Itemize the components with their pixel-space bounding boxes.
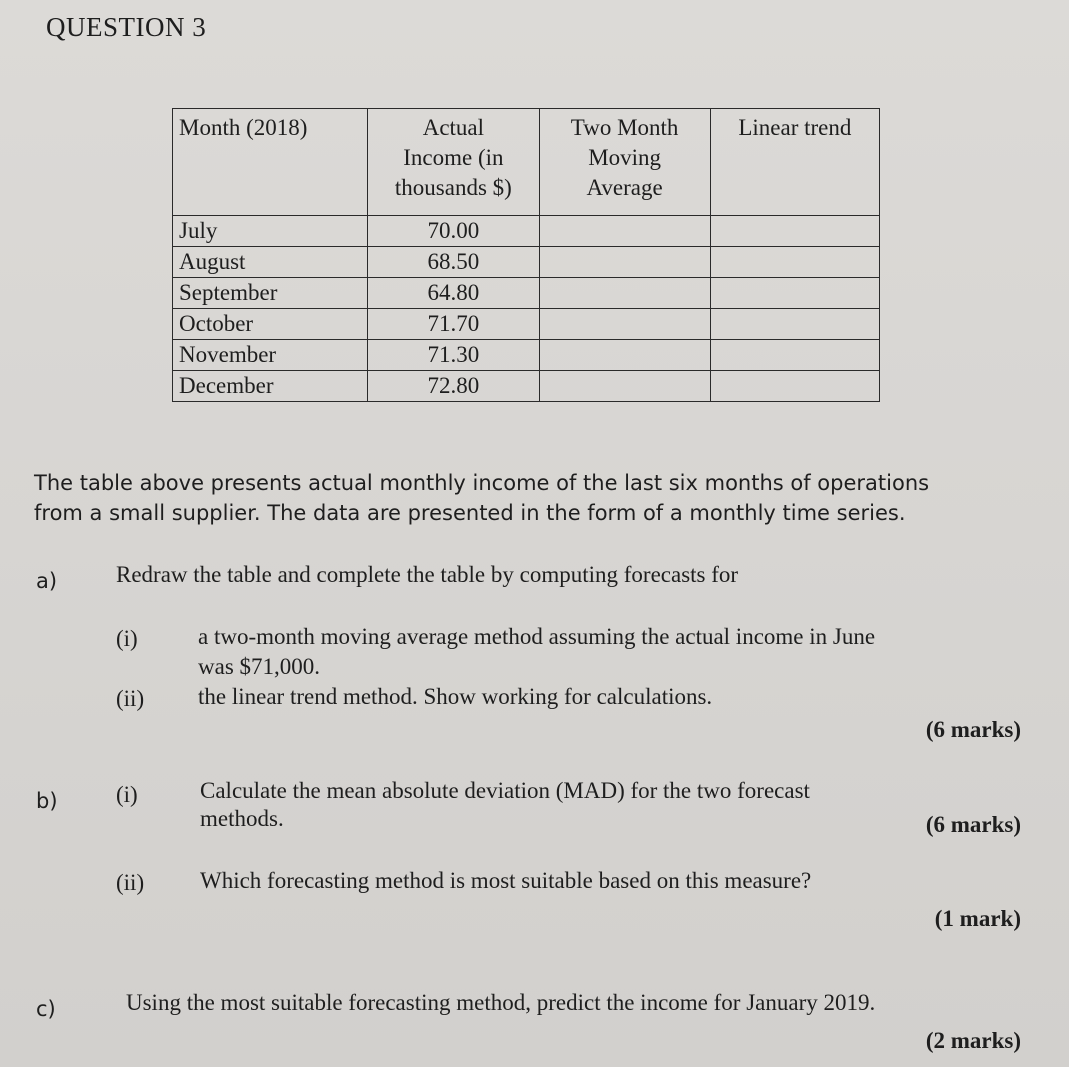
header-tma-line2: Moving [588, 145, 662, 170]
linear-trend-cell [710, 216, 879, 247]
moving-average-cell [539, 371, 710, 402]
part-a-i-line-2: was $71,000. [198, 654, 321, 679]
income-cell: 72.80 [368, 371, 539, 402]
part-a-i-label: (i) [116, 626, 138, 651]
part-b-label: b) [36, 789, 58, 813]
month-cell: September [173, 278, 368, 309]
table-row [173, 309, 880, 340]
intro-line-1: The table above presents actual monthly income of the last six months of operations [34, 471, 930, 495]
linear-trend-cell [710, 278, 879, 309]
header-actual-line2: Income (in [403, 145, 504, 170]
month-cell: July [173, 216, 368, 247]
part-b-ii-label: (ii) [116, 870, 145, 895]
linear-trend-cell [710, 247, 879, 278]
moving-average-cell [539, 216, 710, 247]
moving-average-cell [539, 278, 710, 309]
header-actual-line1: Actual [422, 115, 485, 140]
header-actual-line3: thousands $) [394, 175, 512, 200]
table-header-row [173, 109, 880, 216]
month-cell: November [173, 340, 368, 371]
part-b-i-line-1: Calculate the mean absolute deviation (MAD) for the two forecast [200, 778, 810, 803]
part-c-marks: (2 marks) [925, 1028, 1021, 1053]
income-cell: 68.50 [368, 247, 539, 278]
table-row [173, 340, 880, 371]
moving-average-cell [539, 340, 710, 371]
part-a-i-line-1: a two-month moving average method assuming the actual income in June [198, 624, 876, 649]
income-cell: 70.00 [368, 216, 539, 247]
moving-average-cell [539, 247, 710, 278]
income-table [172, 108, 880, 402]
table-row [173, 278, 880, 309]
header-two-month-average [539, 109, 710, 216]
header-month: Month (2018) [173, 109, 368, 216]
linear-trend-cell [710, 371, 879, 402]
linear-trend-cell [710, 309, 879, 340]
part-b-i-line-2: methods. [200, 806, 284, 831]
month-cell: December [173, 371, 368, 402]
part-a-marks: (6 marks) [925, 717, 1021, 742]
part-b-ii-text: Which forecasting method is most suitable based on this measure? [200, 868, 812, 893]
income-cell: 71.70 [368, 309, 539, 340]
table-row [173, 371, 880, 402]
intro-line-2: from a small supplier. The data are presented in the form of a monthly time series. [34, 501, 906, 525]
part-c-label: c) [36, 997, 56, 1021]
part-a-label: a) [36, 569, 58, 593]
income-cell: 64.80 [368, 278, 539, 309]
month-cell: October [173, 309, 368, 340]
header-linear-trend: Linear trend [710, 109, 879, 216]
table-row [173, 216, 880, 247]
header-tma-line3: Average [586, 175, 663, 200]
header-actual-income [368, 109, 539, 216]
part-a-text: Redraw the table and complete the table by computing forecasts for [116, 562, 739, 587]
part-c-text: Using the most suitable forecasting method, predict the income for January 2019. [126, 990, 876, 1015]
part-a-ii-label: (ii) [116, 686, 145, 711]
part-b-i-marks: (6 marks) [925, 812, 1021, 837]
header-tma-line1: Two Month [570, 115, 679, 140]
part-b-i-label: (i) [116, 782, 138, 807]
month-cell: August [173, 247, 368, 278]
income-cell: 71.30 [368, 340, 539, 371]
question-title: QUESTION 3 [46, 12, 207, 42]
table-row [173, 247, 880, 278]
moving-average-cell [539, 309, 710, 340]
linear-trend-cell [710, 340, 879, 371]
part-b-ii-marks: (1 mark) [934, 906, 1021, 931]
part-a-ii-text: the linear trend method. Show working for calculations. [198, 684, 713, 709]
